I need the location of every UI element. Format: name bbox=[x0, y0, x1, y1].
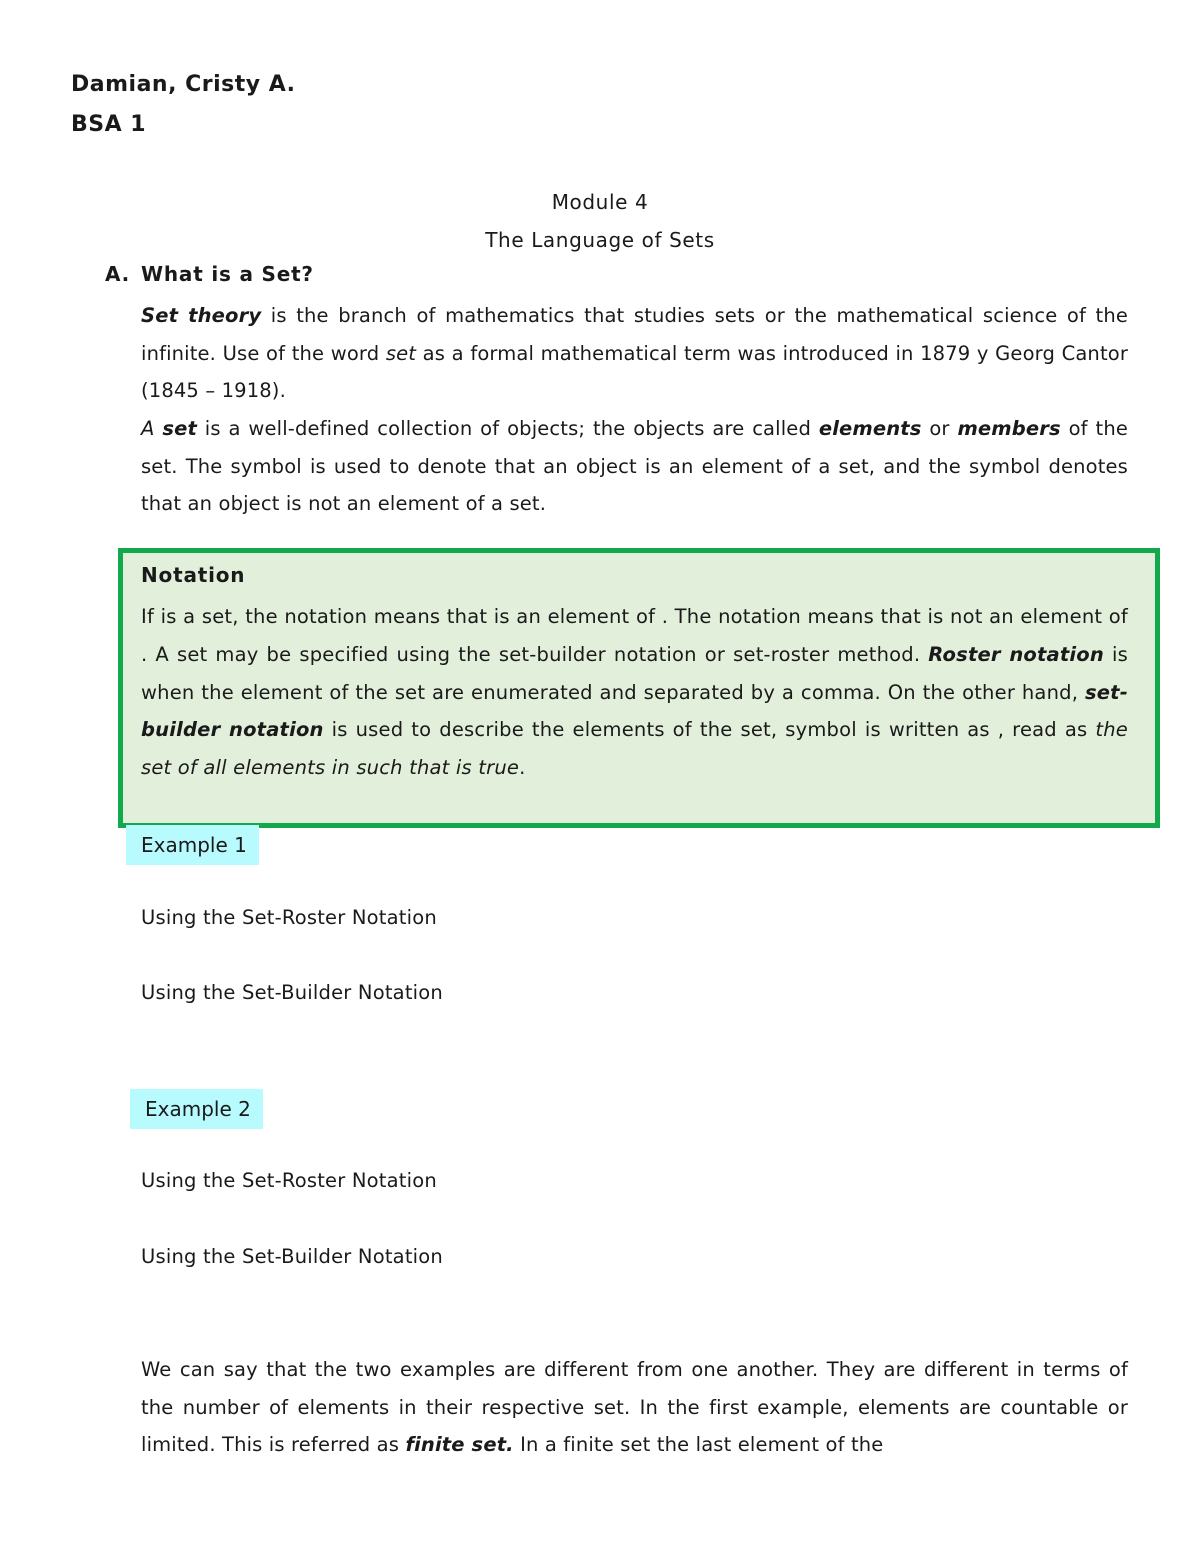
comparison-paragraph bbox=[141, 1351, 1128, 1464]
notation-text-part: If is a set, the notation means that is an element of . The notation means that is not an element of . A set may be specified using the set-builder notation or set-roster method. bbox=[141, 605, 1128, 666]
paragraph-text: is a well-defined collection of objects; the objects are called bbox=[196, 417, 819, 440]
term-set-theory: Set theory bbox=[141, 304, 262, 327]
example-1-roster: Using the Set-Roster Notation bbox=[141, 906, 437, 929]
notation-text bbox=[141, 598, 1128, 787]
course-label: BSA 1 bbox=[71, 112, 147, 137]
set-theory-paragraph bbox=[141, 297, 1128, 410]
paragraph-text: In a finite set the last element of the bbox=[513, 1433, 884, 1456]
section-heading bbox=[105, 262, 314, 286]
notation-text-part: is used to describe the elements of the set, symbol is written as , read as bbox=[323, 718, 1096, 742]
paragraph-text: We can say that the two examples are different from one another. They are different in terms of the number of elements in their respective set. In the first example, elements are countable or limited. This is referred as bbox=[141, 1358, 1128, 1456]
paragraph-text: of the set. The symbol is used to denote that an object is an element of a set, and the symbol denotes that an object is not an element of a set. bbox=[141, 417, 1128, 515]
set-builder-reading: the set of all elements in such that is true bbox=[141, 718, 1128, 780]
author-name: Damian, Cristy A. bbox=[71, 72, 296, 97]
term-roster-notation: Roster notation bbox=[928, 642, 1104, 666]
term-members: members bbox=[957, 417, 1061, 440]
term-set: set bbox=[162, 417, 197, 440]
term-set: set bbox=[385, 341, 417, 365]
paragraph-text: is the branch of mathematics that studies sets or the mathematical science of the infinite. Use of the word bbox=[141, 304, 1128, 365]
term-set-builder-notation: set-builder notation bbox=[141, 680, 1128, 742]
set-definition-paragraph bbox=[141, 410, 1128, 523]
section-letter: A. bbox=[105, 262, 131, 286]
example-2-roster: Using the Set-Roster Notation bbox=[141, 1169, 437, 1192]
example-1-label: Example 1 bbox=[126, 825, 259, 865]
example-2-label: Example 2 bbox=[130, 1089, 263, 1129]
example-2-builder: Using the Set-Builder Notation bbox=[141, 1245, 443, 1268]
example-1-builder: Using the Set-Builder Notation bbox=[141, 981, 443, 1004]
notation-text-part: . bbox=[519, 756, 526, 780]
article-a: A bbox=[141, 417, 163, 440]
term-elements: elements bbox=[818, 417, 922, 440]
section-title: What is a Set? bbox=[141, 262, 314, 286]
paragraph-text: as a formal mathematical term was introduced in 1879 y Georg Cantor (1845 – 1918). bbox=[141, 341, 1128, 402]
module-number: Module 4 bbox=[551, 190, 649, 214]
notation-text-part: is when the element of the set are enumerated and separated by a comma. On the other hand, bbox=[141, 642, 1128, 704]
term-finite-set: finite set. bbox=[405, 1433, 514, 1456]
paragraph-text: or bbox=[921, 417, 958, 440]
notation-title: Notation bbox=[141, 563, 246, 587]
module-title: The Language of Sets bbox=[485, 228, 715, 252]
